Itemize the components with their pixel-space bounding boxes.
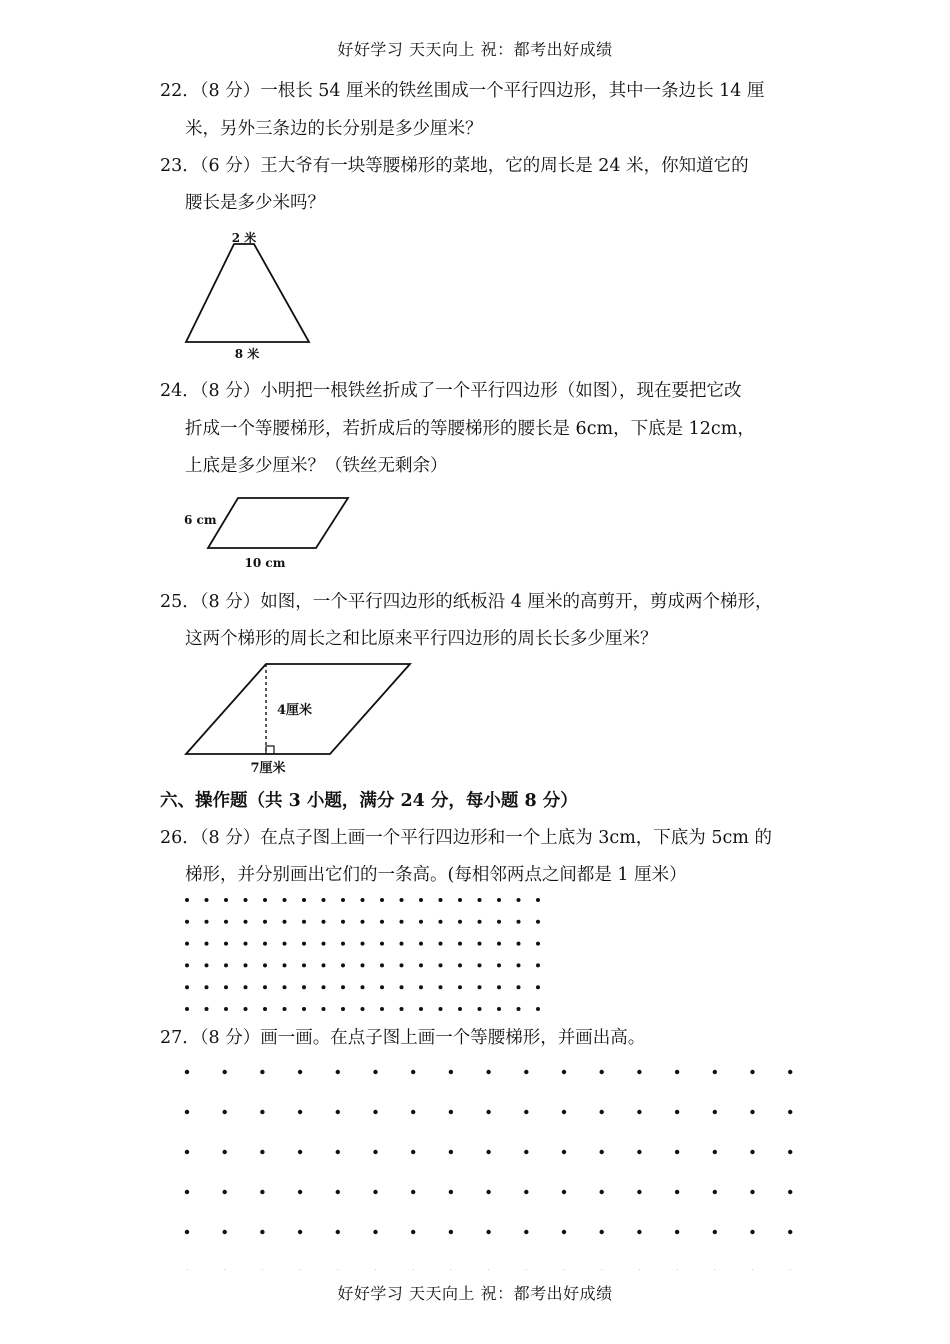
grid-dot	[486, 1190, 490, 1194]
q23-trapezoid-figure	[180, 226, 315, 366]
grid-dot	[224, 1007, 228, 1011]
grid-dot	[361, 985, 365, 989]
grid-dot	[524, 1110, 528, 1114]
q26-line2: 梯形，并分别画出它们的一条高。(每相邻两点之间都是 1 厘米）	[185, 865, 687, 885]
grid-dot	[185, 920, 189, 924]
grid-dot	[322, 963, 326, 967]
grid-dot	[361, 1007, 365, 1011]
grid-dot	[263, 985, 267, 989]
grid-dot	[750, 1070, 754, 1074]
grid-dot	[185, 985, 189, 989]
grid-dot	[263, 1007, 267, 1011]
grid-dot	[600, 1230, 604, 1234]
grid-dot	[260, 1150, 264, 1154]
q25-line2: 这两个梯形的周长之和比原来平行四边形的周长长多少厘米？	[185, 629, 658, 649]
section6-title: 六、操作题（共 3 小题，满分 24 分，每小题 8 分）	[160, 791, 578, 811]
q27-dot-grid	[180, 1060, 800, 1270]
grid-dot	[380, 963, 384, 967]
grid-dot	[185, 1070, 189, 1074]
grid-dot	[373, 1150, 377, 1154]
grid-dot	[205, 1007, 209, 1011]
grid-dot	[380, 920, 384, 924]
grid-dot	[373, 1070, 377, 1074]
grid-dot	[439, 898, 443, 902]
grid-dot	[244, 898, 248, 902]
grid-dot	[298, 1070, 302, 1074]
grid-dot	[750, 1150, 754, 1154]
grid-dot	[298, 1150, 302, 1154]
grid-dot	[224, 920, 228, 924]
q26-dot-grid	[180, 892, 560, 1017]
grid-dot	[478, 898, 482, 902]
q23-line1: 23．（6 分）王大爷有一块等腰梯形的菜地，它的周长是 24 米，你知道它的	[160, 156, 749, 176]
grid-dot	[298, 1110, 302, 1114]
grid-dot	[302, 985, 306, 989]
grid-dot	[263, 920, 267, 924]
grid-dot	[419, 920, 423, 924]
grid-dot	[244, 1007, 248, 1011]
grid-dot	[637, 1070, 641, 1074]
q24-line2: 折成一个等腰梯形，若折成后的等腰梯形的腰长是 6cm，下底是 12cm，	[185, 419, 755, 439]
grid-dot	[788, 1150, 792, 1154]
grid-dot	[411, 1070, 415, 1074]
grid-dot	[562, 1150, 566, 1154]
grid-dot	[637, 1150, 641, 1154]
grid-dot	[713, 1150, 717, 1154]
q24-parallelogram-figure	[180, 490, 360, 575]
grid-dot	[336, 1110, 340, 1114]
grid-dot	[600, 1110, 604, 1114]
grid-dot	[336, 1150, 340, 1154]
grid-dot	[223, 1150, 227, 1154]
grid-dot	[283, 942, 287, 946]
grid-dot	[439, 1007, 443, 1011]
grid-dot	[302, 942, 306, 946]
grid-dot	[380, 898, 384, 902]
grid-dot	[260, 1070, 264, 1074]
grid-dot	[419, 1007, 423, 1011]
grid-dot	[244, 942, 248, 946]
grid-dot	[449, 1110, 453, 1114]
grid-dot	[298, 1230, 302, 1234]
grid-dot	[185, 963, 189, 967]
grid-dot	[185, 942, 189, 946]
grid-dot	[223, 1070, 227, 1074]
grid-dot	[750, 1110, 754, 1114]
grid-dot	[336, 1070, 340, 1074]
grid-dot	[675, 1230, 679, 1234]
grid-dot	[400, 920, 404, 924]
right-angle-mark	[266, 746, 274, 754]
grid-dot	[322, 898, 326, 902]
grid-dot	[449, 1070, 453, 1074]
grid-dot	[341, 1007, 345, 1011]
q25-line1: 25．（8 分）如图，一个平行四边形的纸板沿 4 厘米的高剪开，剪成两个梯形，	[160, 592, 773, 612]
grid-dot	[439, 963, 443, 967]
grid-dot	[536, 898, 540, 902]
grid-dot	[536, 985, 540, 989]
grid-dot	[497, 942, 501, 946]
q23-line2: 腰长是多少米吗？	[185, 193, 325, 213]
grid-dot	[600, 1190, 604, 1194]
grid-dot	[341, 898, 345, 902]
grid-dot	[341, 985, 345, 989]
grid-dot	[223, 1190, 227, 1194]
grid-dot	[458, 920, 462, 924]
grid-dot	[322, 985, 326, 989]
grid-dot	[185, 1110, 189, 1114]
grid-dot	[449, 1230, 453, 1234]
grid-dot	[322, 920, 326, 924]
grid-dot	[380, 942, 384, 946]
grid-dot	[260, 1230, 264, 1234]
grid-dot	[675, 1190, 679, 1194]
grid-dot	[486, 1110, 490, 1114]
grid-dot	[536, 942, 540, 946]
grid-dot	[224, 985, 228, 989]
grid-dot	[205, 985, 209, 989]
grid-dot	[260, 1110, 264, 1114]
grid-dot	[263, 898, 267, 902]
grid-dot	[524, 1150, 528, 1154]
grid-dot	[373, 1230, 377, 1234]
grid-dot	[419, 985, 423, 989]
grid-dot	[449, 1190, 453, 1194]
grid-dot	[458, 942, 462, 946]
grid-dot	[536, 963, 540, 967]
grid-dot	[380, 985, 384, 989]
grid-dot	[517, 963, 521, 967]
grid-dot	[517, 985, 521, 989]
trapezoid-top-label: 2 米	[231, 231, 257, 245]
grid-dot	[458, 985, 462, 989]
grid-dot	[458, 1007, 462, 1011]
grid-dot	[497, 920, 501, 924]
grid-dot	[562, 1230, 566, 1234]
grid-dot	[322, 1007, 326, 1011]
q27-line1: 27．（8 分）画一画。在点子图上画一个等腰梯形，并画出高。	[160, 1028, 646, 1048]
grid-dot	[713, 1190, 717, 1194]
grid-dot	[244, 985, 248, 989]
page-header: 好好学习 天天向上 祝：都考出好成绩	[337, 40, 613, 59]
grid-dot	[244, 920, 248, 924]
grid-dot	[260, 1190, 264, 1194]
grid-dot	[536, 920, 540, 924]
grid-dot	[283, 898, 287, 902]
grid-dot	[341, 942, 345, 946]
grid-dot	[361, 963, 365, 967]
grid-dot	[562, 1070, 566, 1074]
grid-dot	[373, 1110, 377, 1114]
grid-dot	[224, 963, 228, 967]
grid-dot	[361, 920, 365, 924]
grid-dot	[788, 1110, 792, 1114]
grid-dot	[478, 963, 482, 967]
grid-dot	[400, 963, 404, 967]
page-footer: 好好学习 天天向上 祝：都考出好成绩	[337, 1284, 613, 1303]
q24-line3: 上底是多少厘米？（铁丝无剩余）	[185, 456, 448, 476]
q24-line1: 24．（8 分）小明把一根铁丝折成了一个平行四边形（如图），现在要把它改	[160, 381, 742, 401]
grid-dot	[478, 942, 482, 946]
grid-dot	[283, 1007, 287, 1011]
grid-dot	[750, 1190, 754, 1194]
grid-dot	[637, 1230, 641, 1234]
grid-dot	[517, 920, 521, 924]
grid-dot	[439, 920, 443, 924]
grid-dot	[185, 1230, 189, 1234]
grid-dot	[361, 942, 365, 946]
grid-dot	[302, 898, 306, 902]
grid-dot	[497, 985, 501, 989]
grid-dot	[411, 1110, 415, 1114]
grid-dot	[205, 898, 209, 902]
grid-dot	[713, 1110, 717, 1114]
parallelogram-bottom-label: 10 cm	[244, 556, 286, 570]
grid-dot	[497, 898, 501, 902]
grid-dot	[562, 1110, 566, 1114]
grid-dot	[788, 1070, 792, 1074]
grid-dot	[185, 1190, 189, 1194]
grid-dot	[302, 1007, 306, 1011]
grid-dot	[536, 1007, 540, 1011]
parallelogram-shape	[208, 498, 348, 548]
grid-dot	[524, 1230, 528, 1234]
grid-dot	[497, 963, 501, 967]
grid-dot	[223, 1230, 227, 1234]
grid-dot	[224, 942, 228, 946]
grid-dot	[298, 1190, 302, 1194]
grid-dot	[478, 985, 482, 989]
grid-dot	[336, 1190, 340, 1194]
grid-dot	[205, 963, 209, 967]
grid-dot	[439, 942, 443, 946]
grid-dot	[713, 1230, 717, 1234]
grid-dot	[419, 898, 423, 902]
grid-dot	[380, 1007, 384, 1011]
grid-dot	[244, 963, 248, 967]
height-label: 4厘米	[277, 703, 313, 718]
q22-line2: 米，另外三条边的长分别是多少厘米？	[185, 119, 483, 139]
grid-dot	[400, 985, 404, 989]
grid-dot	[373, 1190, 377, 1194]
grid-dot	[322, 942, 326, 946]
grid-dot	[478, 920, 482, 924]
grid-dot	[302, 920, 306, 924]
bottom-length-label: 7厘米	[250, 761, 286, 776]
grid-dot	[263, 942, 267, 946]
grid-dot	[283, 920, 287, 924]
grid-dot	[419, 963, 423, 967]
q26-line1: 26．（8 分）在点子图上画一个平行四边形和一个上底为 3cm，下底为 5cm 的	[160, 828, 772, 848]
grid-dot	[637, 1190, 641, 1194]
grid-dot	[411, 1230, 415, 1234]
grid-dot	[600, 1070, 604, 1074]
grid-dot	[750, 1230, 754, 1234]
grid-dot	[361, 898, 365, 902]
grid-dot	[283, 963, 287, 967]
grid-dot	[302, 963, 306, 967]
grid-dot	[400, 1007, 404, 1011]
grid-dot	[439, 985, 443, 989]
grid-dot	[486, 1230, 490, 1234]
grid-dot	[185, 898, 189, 902]
grid-dot	[517, 1007, 521, 1011]
grid-dot	[283, 985, 287, 989]
grid-dot	[524, 1070, 528, 1074]
grid-dot	[600, 1150, 604, 1154]
grid-dot	[517, 942, 521, 946]
grid-dot	[419, 942, 423, 946]
grid-dot	[675, 1070, 679, 1074]
grid-dot	[449, 1150, 453, 1154]
grid-dot	[205, 942, 209, 946]
grid-dot	[223, 1110, 227, 1114]
grid-dot	[486, 1150, 490, 1154]
grid-dot	[341, 963, 345, 967]
grid-dot	[263, 963, 267, 967]
grid-dot	[400, 942, 404, 946]
trapezoid-bottom-label: 8 米	[234, 347, 260, 361]
grid-dot	[205, 920, 209, 924]
grid-dot	[185, 1007, 189, 1011]
grid-dot	[524, 1190, 528, 1194]
grid-dot	[486, 1070, 490, 1074]
grid-dot	[675, 1110, 679, 1114]
grid-dot	[185, 1150, 189, 1154]
grid-dot	[336, 1230, 340, 1234]
grid-dot	[497, 1007, 501, 1011]
q22-line1: 22．（8 分）一根长 54 厘米的铁丝围成一个平行四边形，其中一条边长 14 厘	[160, 81, 765, 101]
grid-dot	[411, 1190, 415, 1194]
parallelogram-side-label: 6 cm	[184, 513, 217, 527]
grid-dot	[400, 898, 404, 902]
grid-dot	[637, 1110, 641, 1114]
grid-dot	[713, 1070, 717, 1074]
grid-dot	[562, 1190, 566, 1194]
grid-dot	[788, 1190, 792, 1194]
trapezoid-shape	[186, 244, 309, 342]
grid-dot	[224, 898, 228, 902]
grid-dot	[478, 1007, 482, 1011]
grid-dot	[411, 1150, 415, 1154]
grid-dot	[458, 898, 462, 902]
grid-dot	[788, 1230, 792, 1234]
grid-dot	[517, 898, 521, 902]
grid-dot	[341, 920, 345, 924]
q25-parallelogram-figure	[180, 658, 420, 778]
grid-dot	[675, 1150, 679, 1154]
grid-dot	[458, 963, 462, 967]
